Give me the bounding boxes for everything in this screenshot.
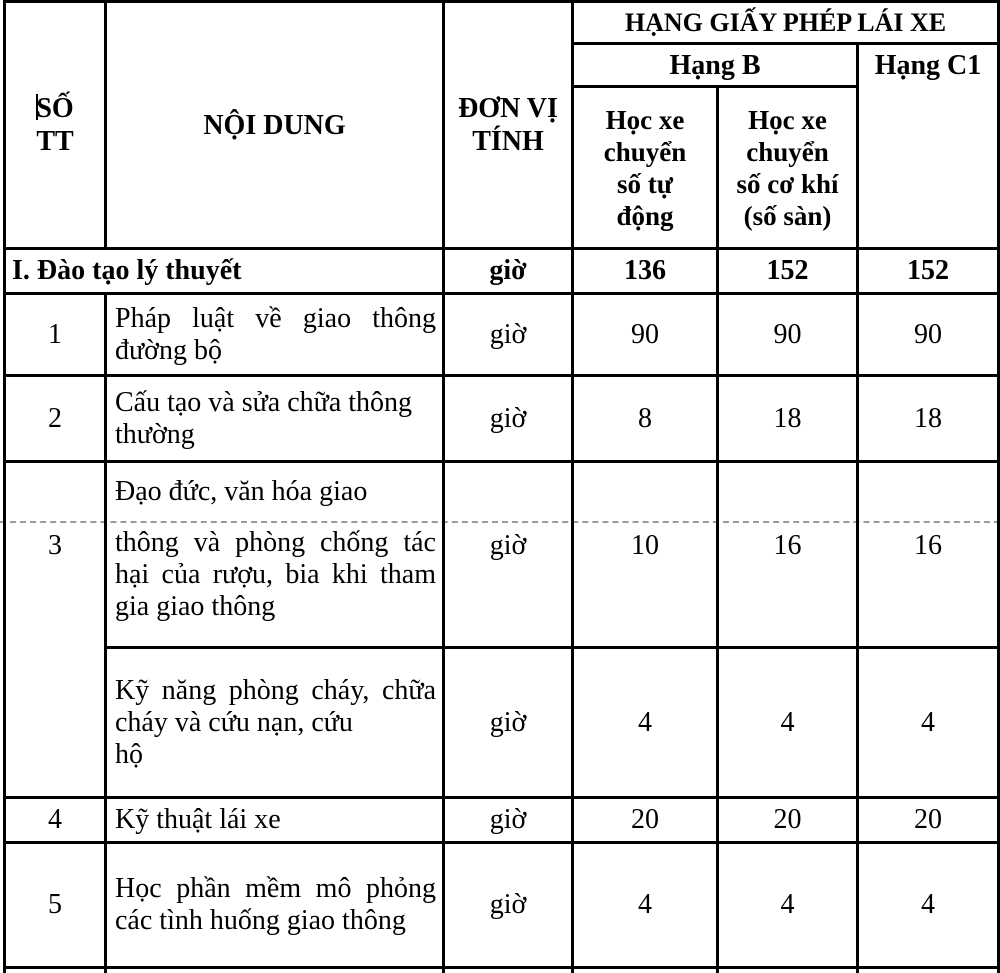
section-unit: giờ (489, 255, 527, 286)
section-title: I. Đào tạo lý thuyết (12, 255, 242, 286)
row-5-content (107, 844, 442, 966)
row-1-stt: 1 (48, 318, 62, 350)
row-3b-c1: 4 (921, 706, 935, 738)
row-2-c1: 18 (914, 402, 942, 434)
row-3-b-manual: 16 (773, 529, 802, 561)
row-3-unit: giờ (489, 529, 527, 561)
header-unit-line1: ĐƠN VỊ (458, 93, 558, 124)
row-3b-b-auto: 4 (638, 706, 652, 738)
section-c1: 152 (907, 255, 949, 286)
row-3-b-auto: 10 (631, 529, 659, 561)
header-class-c1: Hạng C1 (874, 49, 982, 81)
header-license-group: HẠNG GIẤY PHÉP LÁI XE (624, 8, 947, 37)
row-1-unit: giờ (489, 318, 527, 350)
row-4-unit: giờ (489, 804, 527, 835)
header-b-auto (574, 88, 716, 247)
row-3b-unit: giờ (489, 706, 527, 738)
row-5-b-auto: 4 (638, 889, 652, 920)
row-3-stt: 3 (48, 529, 62, 561)
row-5-unit: giờ (489, 889, 527, 920)
section-b-auto: 136 (624, 255, 666, 286)
row-5-b-manual: 4 (780, 889, 795, 920)
header-class-b: Hạng B (669, 49, 761, 81)
header-b-auto-line: số tự (617, 168, 673, 199)
row-5-c1: 4 (921, 889, 935, 920)
row-3-content-text: thông và phòng chống tác hại của rượu, bia khi tham gia giao thông (115, 527, 436, 622)
row-3b-content-tail: hộ (115, 738, 143, 770)
row-2-b-auto: 8 (638, 402, 652, 434)
section-b-manual: 152 (766, 255, 809, 286)
row-2-stt: 2 (48, 402, 62, 434)
header-b-auto-line: chuyển (603, 136, 687, 167)
header-stt-line1: SỐ (36, 93, 74, 124)
header-b-auto-line: động (616, 200, 674, 231)
header-unit-line2: TÍNH (472, 126, 544, 157)
row-5-stt: 5 (48, 889, 62, 920)
row-2-unit: giờ (489, 402, 527, 434)
row-4-b-auto: 20 (631, 804, 659, 835)
header-stt-line2: TT (36, 126, 74, 157)
row-1-b-auto: 90 (631, 318, 659, 350)
row-4-stt: 4 (48, 804, 62, 835)
divider-row-5 (3, 966, 1000, 969)
row-4-c1: 20 (914, 804, 942, 835)
header-stt (6, 3, 104, 247)
row-5-content-text: Học phần mềm mô phỏng các tình huống giao thông (115, 873, 436, 936)
row-1-c1: 90 (914, 318, 942, 350)
row-1-b-manual: 90 (773, 318, 802, 350)
row-3-content-part2 (107, 527, 442, 646)
row-1-content-text: Pháp luật về giao thông đường bộ (115, 302, 436, 366)
row-3b-b-manual: 4 (780, 706, 795, 738)
row-4-b-manual: 20 (773, 804, 802, 835)
header-content: NỘI DUNG (203, 109, 346, 141)
row-2-content (107, 377, 442, 460)
row-3-content-part1: Đạo đức, văn hóa giao (115, 476, 368, 507)
header-b-manual-line: Học xe (748, 104, 827, 135)
header-b-auto-line: Học xe (605, 104, 685, 135)
row-3b-content-text: Kỹ năng phòng cháy, chữa cháy và cứu nạn, cứu (115, 674, 436, 738)
header-b-manual-line: số cơ khí (736, 168, 839, 199)
row-2-content-text: Cấu tạo và sửa chữa thông thường (115, 386, 413, 450)
row-3b-content (107, 649, 442, 796)
header-b-manual-line: (số sàn) (743, 200, 832, 231)
header-unit (445, 3, 571, 247)
header-b-manual-line: chuyển (746, 136, 829, 167)
row-1-content (107, 295, 442, 374)
row-3-c1: 16 (914, 529, 942, 561)
row-2-b-manual: 18 (773, 402, 802, 434)
row-4-content: Kỹ thuật lái xe (115, 804, 281, 835)
header-b-manual (719, 88, 856, 247)
